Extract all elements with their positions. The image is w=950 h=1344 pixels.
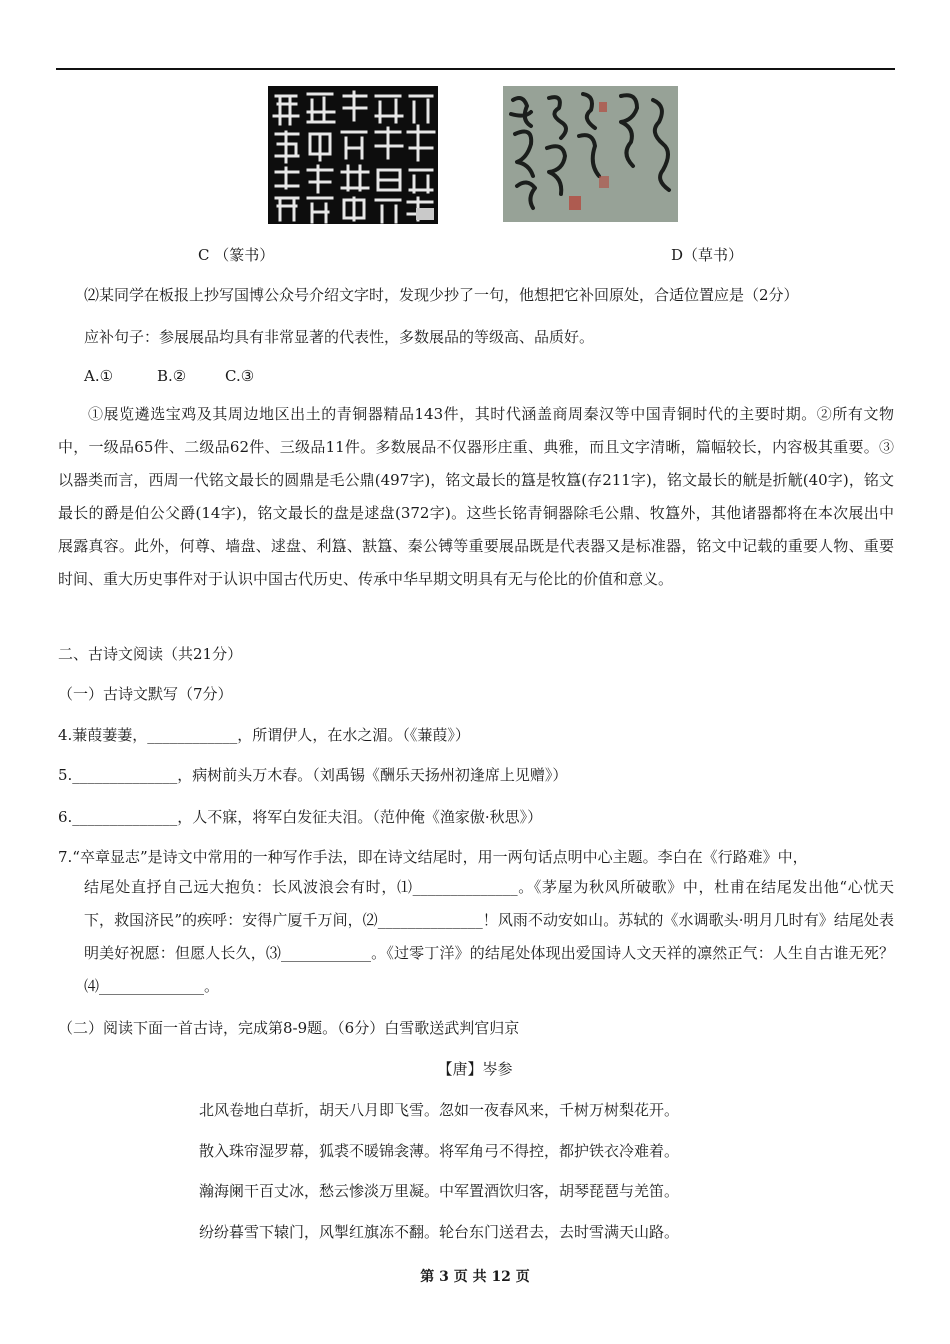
- seal-script-rubbing-icon: [268, 86, 438, 224]
- supplement-sentence: 应补句子：参展展品均具有非常显著的代表性，多数展品的等级高、品质好。: [84, 328, 595, 346]
- cursive-script-image: [503, 86, 678, 222]
- exhibition-passage: [58, 398, 894, 596]
- option-b: B.②: [157, 367, 187, 385]
- question-4: 4.蒹葭萋萋，____________，所谓伊人，在水之湄。（《蒹葭》）: [58, 726, 470, 744]
- caption-seal-script: C （篆书）: [198, 246, 275, 264]
- poem-line-2: 散入珠帘湿罗幕，狐裘不暖锦衾薄。将军角弓不得控，都护铁衣冷难着。: [199, 1142, 680, 1160]
- option-a: A.①: [84, 367, 114, 385]
- passage-text: ①展览遴选宝鸡及其周边地区出土的青铜器精品143件，其时代涵盖商周秦汉等中国青铜时代的主要时期。②所有文物中，一级品65件、二级品62件、三级品11件。多数展品不仅器形庄重、典雅，而且文字清晰，篇幅较长，内容极其重要。③以器类而言，西周一代铭文最长的圆鼎是毛公鼎(497字)，铭文最长的簋是牧簋(存211字)，铭文最长的觥是折觥(40字)，铭文最长的爵是伯公父爵(14字)，铭文最长的盘是逑盘(372字)。这些长铭青铜器除毛公鼎、牧簋外，其他诸器都将在本次展出中展露真容。此外，何尊、墙盘、逑盘、利簋、㝬簋、秦公镈等重要展品既是代表器又是标准器，铭文中记载的重要人物、重要时间、重大历史事件对于认识中国古代历史、传承中华早期文明具有无与伦比的价值和意义。: [58, 405, 894, 588]
- question-7-text: 结尾处直抒自己远大抱负：长风波浪会有时，⑴______________。《茅屋为秋风所破歌》中，杜甫在结尾发出他“心忧天下，救国济民”的疾呼：安得广厦千万间，⑵______________！风雨不动安如山。苏轼的《水调歌头·明月几时有》结尾处表明美好祝愿：但愿人长久，⑶____________。《过零丁洋》的结尾处体现出爱国诗人文天祥的凛然正气：人生自古谁无死？⑷______________。: [84, 878, 894, 995]
- poem-line-4: 纷纷暮雪下辕门，风掣红旗冻不翻。轮台东门送君去，去时雪满天山路。: [199, 1223, 680, 1241]
- page-footer: 第 3 页 共 12 页: [420, 1269, 530, 1285]
- poem-author: 【唐】岑参: [437, 1060, 513, 1078]
- cursive-calligraphy-icon: [503, 86, 678, 222]
- subsection-1-heading: （一）古诗文默写（7分）: [58, 685, 233, 703]
- poem-line-1: 北风卷地白草折，胡天八月即飞雪。忽如一夜春风来，千树万树梨花开。: [199, 1101, 680, 1119]
- section-2-heading: 二、古诗文阅读（共21分）: [58, 645, 243, 663]
- question-2-prompt: ⑵某同学在板报上抄写国博公众号介绍文字时，发现少抄了一句，他想把它补回原处，合适位置应是（2分）: [84, 286, 799, 304]
- subsection-2-heading: （二）阅读下面一首古诗，完成第8-9题。（6分）白雪歌送武判官归京: [58, 1019, 520, 1037]
- question-5: 5.______________，病树前头万木春。（刘禹锡《酬乐天扬州初逢席上见赠》）: [58, 766, 568, 784]
- option-c: C.③: [225, 367, 255, 385]
- top-rule: [56, 68, 895, 70]
- seal-script-image: [268, 86, 438, 224]
- question-7-first-line: 7.“卒章显志”是诗文中常用的一种写作手法，即在诗文结尾时，用一两句话点明中心主题。李白在《行路难》中，: [58, 848, 808, 866]
- question-6: 6.______________，人不寐，将军白发征夫泪。（范仲俺《渔家傲·秋思》）: [58, 808, 543, 826]
- caption-cursive-script: D（草书）: [671, 246, 744, 264]
- question-7-body: [84, 871, 894, 1003]
- poem-line-3: 瀚海阑干百丈冰，愁云惨淡万里凝。中军置酒饮归客，胡琴琵琶与羌笛。: [199, 1182, 680, 1200]
